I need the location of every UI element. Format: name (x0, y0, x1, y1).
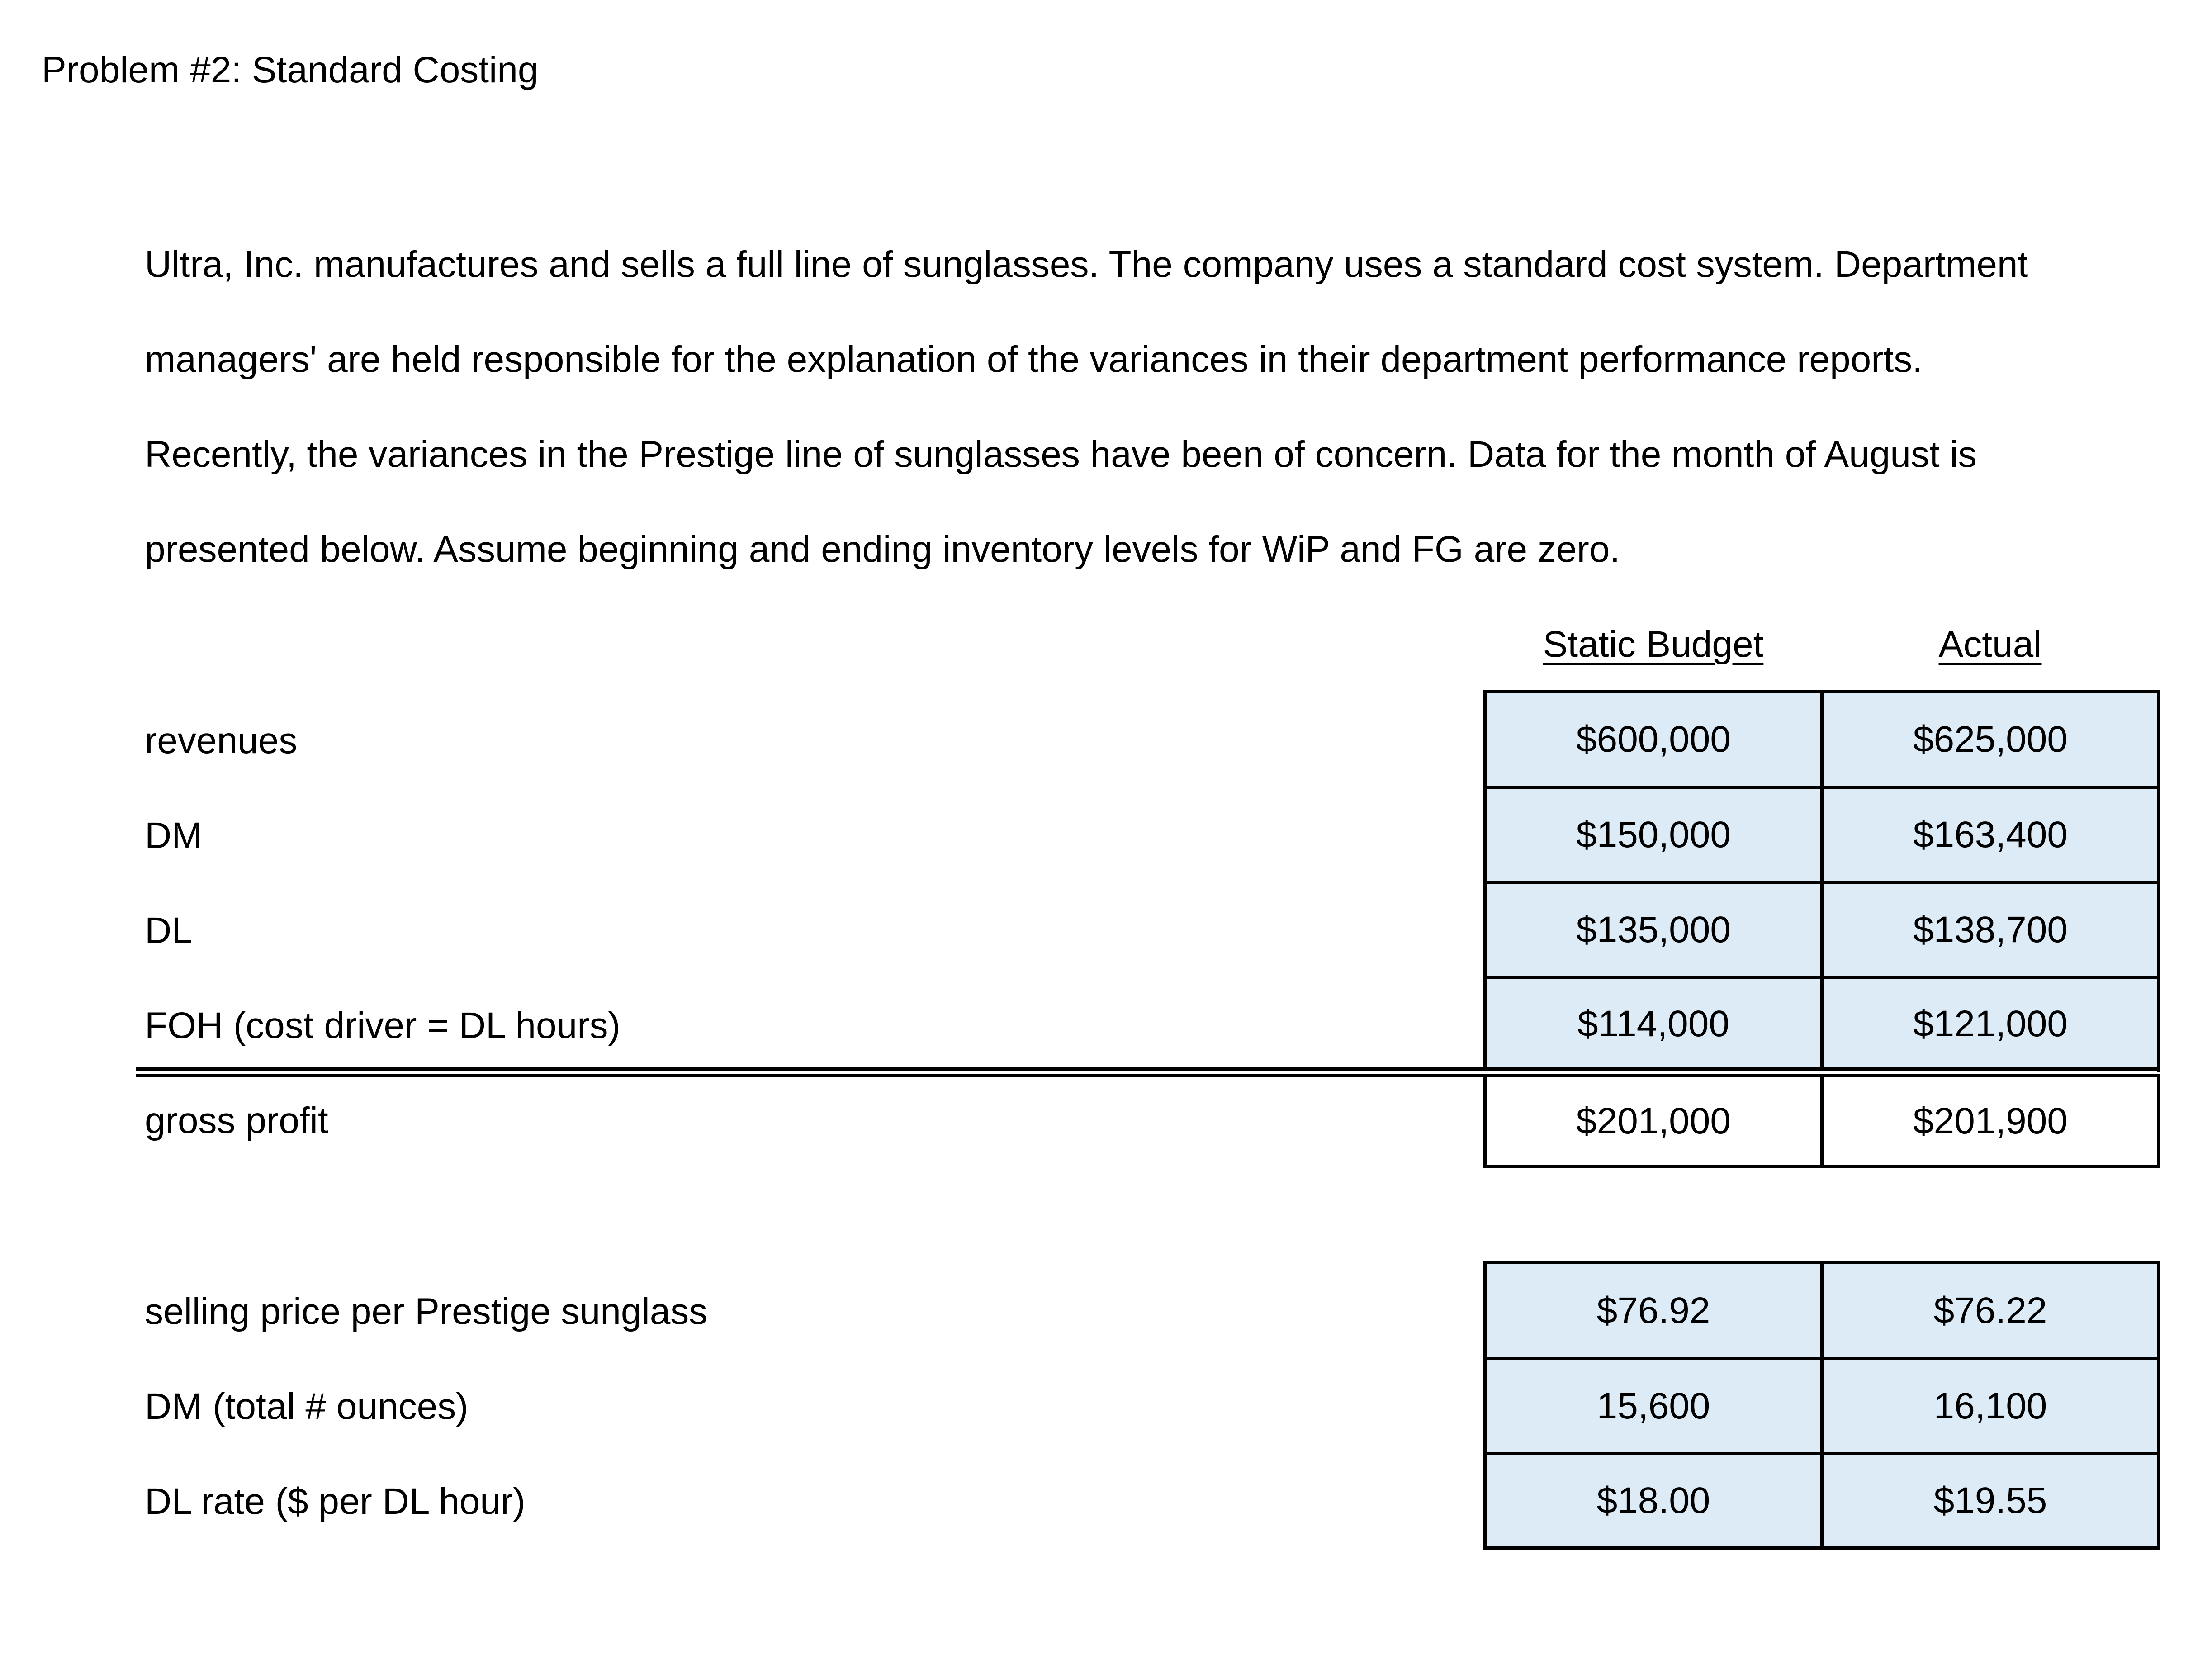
row-label-dm: DM (145, 815, 203, 856)
paragraph-line: presented below. Assume beginning and ending inventory levels for WiP and FG are zero. (145, 529, 1620, 570)
row-label-dl-rate: DL rate ($ per DL hour) (145, 1481, 526, 1522)
row-label-revenues: revenues (145, 720, 298, 761)
cell-dl-rate-actual[interactable]: $19.55 (1820, 1452, 2160, 1550)
cell-dm-static[interactable]: $150,000 (1483, 786, 1824, 884)
column-header-static-budget: Static Budget (1543, 624, 1764, 665)
row-label-dl: DL (145, 910, 192, 951)
cell-gross-profit-static[interactable]: $201,000 (1483, 1074, 1824, 1168)
cell-revenues-actual[interactable]: $625,000 (1820, 690, 2160, 789)
cell-dm-ounces-static[interactable]: 15,600 (1483, 1357, 1824, 1455)
page-title: Problem #2: Standard Costing (42, 49, 539, 90)
cell-foh-actual[interactable]: $121,000 (1820, 976, 2160, 1072)
paragraph-line: Ultra, Inc. manufactures and sells a full line of sunglasses. The company uses a standard cost system. Department (145, 244, 2028, 285)
paragraph-line: managers' are held responsible for the explanation of the variances in their department performance reports. (145, 339, 1923, 380)
column-header-actual: Actual (1938, 624, 2042, 665)
row-label-selling-price: selling price per Prestige sunglass (145, 1291, 708, 1332)
cell-dl-static[interactable]: $135,000 (1483, 881, 1824, 979)
row-label-foh: FOH (cost driver = DL hours) (145, 1005, 620, 1046)
cell-selling-price-actual[interactable]: $76.22 (1820, 1261, 2160, 1360)
cell-revenues-static[interactable]: $600,000 (1483, 690, 1824, 789)
cell-gross-profit-actual[interactable]: $201,900 (1820, 1074, 2160, 1168)
cell-dm-ounces-actual[interactable]: 16,100 (1820, 1357, 2160, 1455)
row-label-dm-ounces: DM (total # ounces) (145, 1386, 469, 1427)
cell-dl-actual[interactable]: $138,700 (1820, 881, 2160, 979)
cell-selling-price-static[interactable]: $76.92 (1483, 1261, 1824, 1360)
cell-dm-actual[interactable]: $163,400 (1820, 786, 2160, 884)
cell-dl-rate-static[interactable]: $18.00 (1483, 1452, 1824, 1550)
row-label-gross-profit: gross profit (145, 1100, 328, 1141)
paragraph-line: Recently, the variances in the Prestige line of sunglasses have been of concern. Data for the month of August is (145, 434, 1977, 475)
cell-foh-static[interactable]: $114,000 (1483, 976, 1824, 1072)
